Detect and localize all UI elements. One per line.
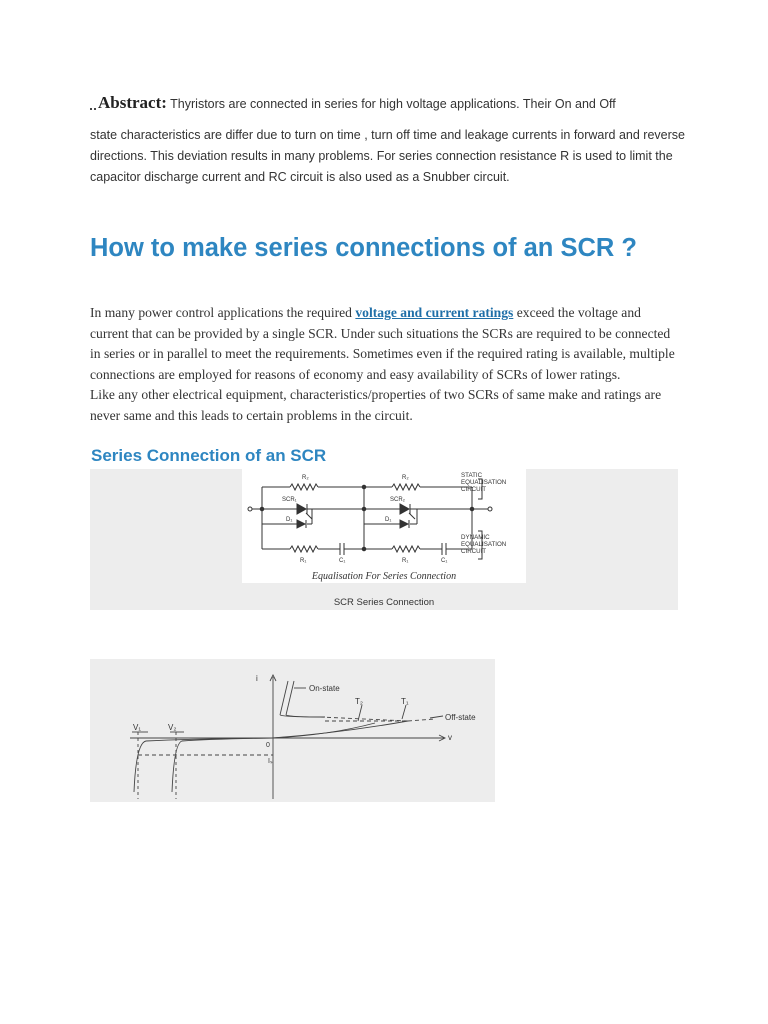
output-terminal xyxy=(488,507,492,511)
voltage-current-ratings-link[interactable]: voltage and current ratings xyxy=(355,305,514,320)
label-d1a: D₁ xyxy=(286,517,293,523)
reverse-curve-2 xyxy=(172,738,273,792)
label-dynamic-circuit: CIRCUIT xyxy=(461,548,487,555)
abstract-rest-text: state characteristics are differ due to turn on time , turn off time and leakage currents in forward and reverse directions. This deviation results in many problems. For series connection resistance R is used to limit the capacitor discharge current and RC circuit is also used as a Snubber circuit. xyxy=(90,128,685,184)
resistor-r2b xyxy=(392,484,420,490)
diagram-title: Equalisation For Series Connection xyxy=(311,571,457,582)
bullet-icon xyxy=(90,103,96,110)
abstract-paragraph xyxy=(90,92,690,188)
v2-label: V₂ xyxy=(168,723,177,732)
i-axis-label: i xyxy=(256,674,258,683)
section-heading: Series Connection of an SCR xyxy=(91,446,327,465)
resistor-r1a xyxy=(290,546,318,552)
figure-vi-characteristics xyxy=(90,659,495,802)
off-state-curve xyxy=(273,721,408,738)
body-text xyxy=(90,303,680,426)
diode-d1a xyxy=(297,520,305,528)
label-dynamic-equalisation: EQUALISATION xyxy=(461,541,507,548)
diode-d1b xyxy=(400,520,408,528)
body-p2: Like any other electrical equipment, characteristics/properties of two SCRs of same make and ratings are never same and this leads to certain problems in the circuit. xyxy=(90,387,662,423)
abstract-first-line xyxy=(90,92,690,115)
label-d1b: D₁ xyxy=(385,517,392,523)
label-scr1: SCR₁ xyxy=(282,497,297,503)
label-r1b: R₁ xyxy=(402,558,409,564)
label-r2b: R₂ xyxy=(402,475,409,481)
t1-label: T₁ xyxy=(401,697,409,706)
is-label: Iₛ xyxy=(268,758,273,765)
figure-series-connection xyxy=(90,469,678,610)
circuit-svg xyxy=(242,469,526,583)
input-terminal xyxy=(248,507,252,511)
label-c1a: C₁ xyxy=(339,558,346,564)
on-state-label: On-state xyxy=(309,684,340,693)
v1-label: V₁ xyxy=(133,723,142,732)
v-axis-label: v xyxy=(448,733,452,742)
page-title: How to make series connections of an SCR ? xyxy=(90,234,637,262)
label-scr2: SCR₂ xyxy=(390,497,405,503)
label-static: STATIC xyxy=(461,472,483,479)
label-r1a: R₁ xyxy=(300,558,307,564)
label-r2a: R₂ xyxy=(302,475,309,481)
reverse-curve-1 xyxy=(134,738,273,792)
figure-caption: SCR Series Connection xyxy=(333,597,435,608)
abstract-label: Abstract: xyxy=(98,93,167,112)
scr1-symbol xyxy=(297,504,306,514)
resistor-r1b xyxy=(392,546,420,552)
label-c1b: C₁ xyxy=(441,558,448,564)
origin-label: 0 xyxy=(266,742,270,749)
off-state-label: Off-state xyxy=(445,713,476,722)
label-dynamic: DYNAMIC xyxy=(461,534,490,541)
circuit-diagram xyxy=(242,469,526,583)
label-static-equalisation: EQUALISATION xyxy=(461,479,507,486)
vi-plot-svg xyxy=(90,659,495,802)
label-static-circuit: CIRCUIT xyxy=(461,486,487,493)
scr2-symbol xyxy=(400,504,409,514)
resistor-r2a xyxy=(290,484,318,490)
body-p1-before: In many power control applications the required xyxy=(90,305,356,320)
body-p1-after: exceed the voltage and current that can be provided by a single SCR. Under such situations the SCRs are required to be connected in series or in parallel to meet the requirements. Sometimes even if the required rating is available, multiple connections are employed for reasons of economy and easy availability of SCRs of lower ratings. xyxy=(90,305,675,382)
t2-label: T₂ xyxy=(355,697,363,706)
abstract-first-text: Thyristors are connected in series for high voltage applications. Their On and Off xyxy=(170,97,616,111)
